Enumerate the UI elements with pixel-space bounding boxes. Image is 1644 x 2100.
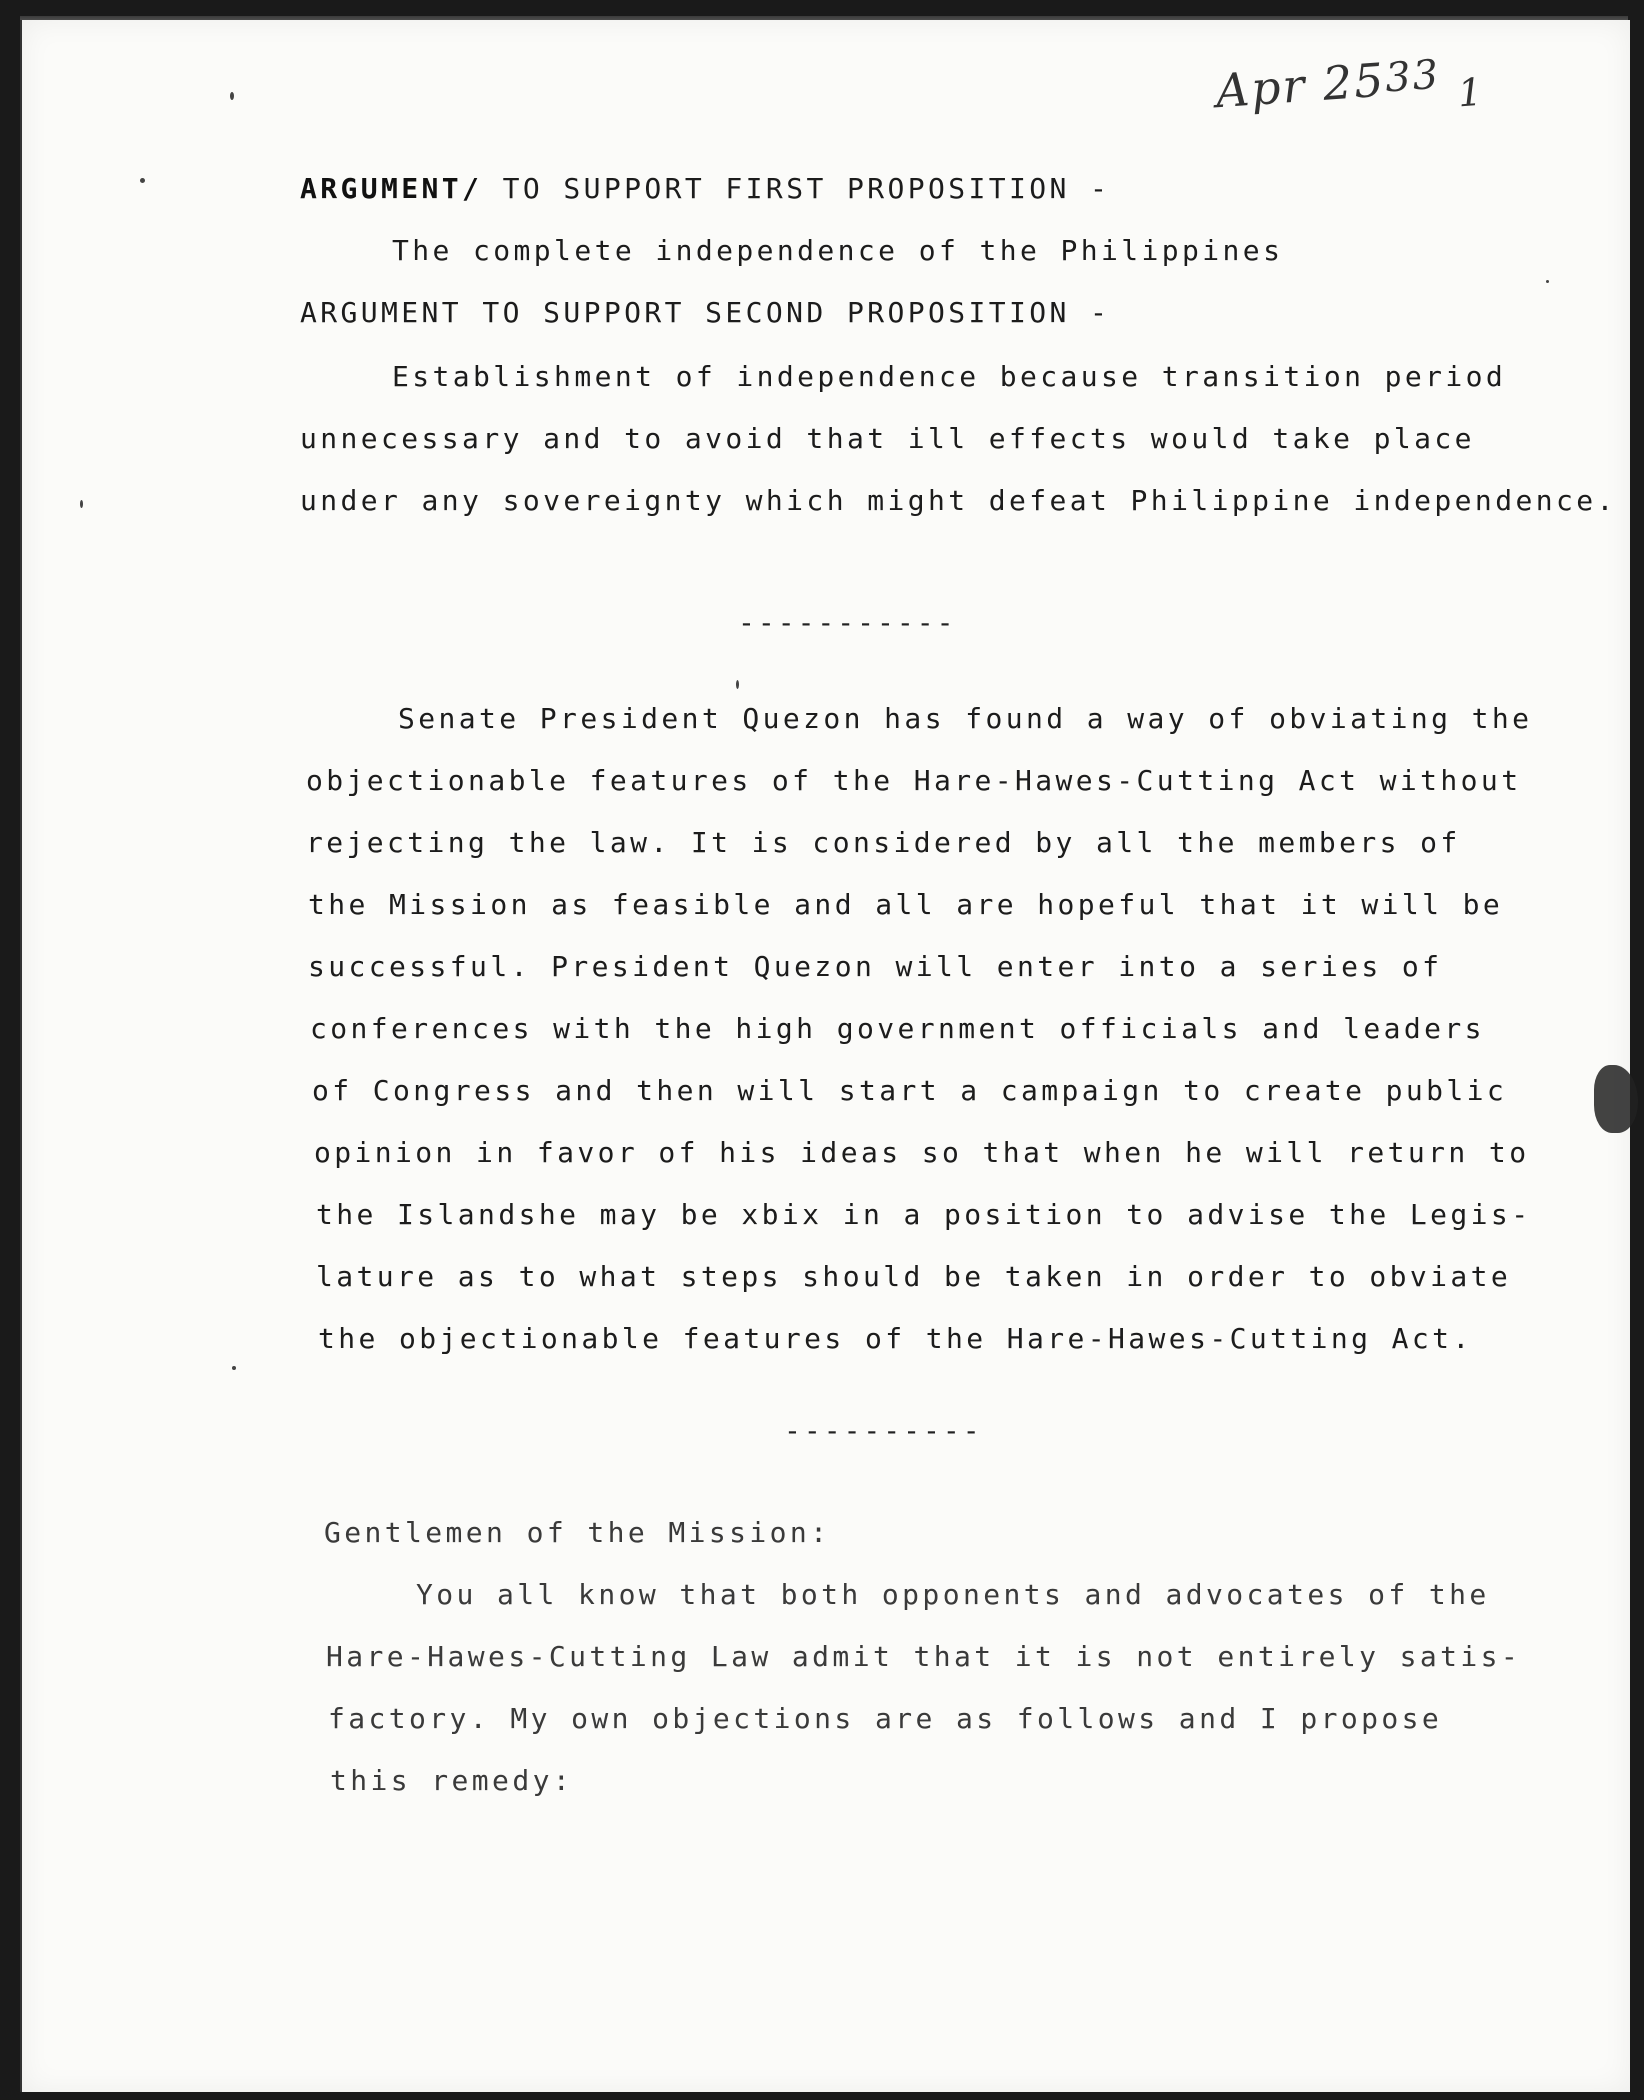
body-paragraph-line: the Islandshe may be xbix in a position to advise the Legis- bbox=[316, 1198, 1532, 1231]
body-paragraph-line: lature as to what steps should be taken in order to obviate bbox=[316, 1260, 1512, 1293]
body-paragraph-line: Senate President Quezon has found a way of obviating the bbox=[398, 702, 1533, 735]
body-paragraph-line: opinion in favor of his ideas so that when he will return to bbox=[314, 1136, 1530, 1169]
body-paragraph-line: conferences with the high government officials and leaders bbox=[310, 1012, 1485, 1045]
document-page bbox=[20, 20, 1630, 2092]
body-paragraph-line: successful. President Quezon will enter into a series of bbox=[308, 950, 1443, 983]
letter-paragraph-line: You all know that both opponents and advocates of the bbox=[416, 1578, 1490, 1611]
handwritten-date-year: 33 bbox=[1384, 51, 1443, 102]
scan-speck bbox=[736, 680, 739, 689]
argument-first-heading bbox=[300, 172, 1110, 205]
ink-blot bbox=[1594, 1065, 1638, 1133]
body-paragraph-line: the objectionable features of the Hare-Hawes-Cutting Act. bbox=[318, 1322, 1473, 1355]
handwritten-date-main: Apr 25 bbox=[1214, 52, 1388, 119]
first-proposition-text: The complete independence of the Philippines bbox=[392, 234, 1284, 267]
argument-first-heading-rest: TO SUPPORT FIRST PROPOSITION - bbox=[482, 172, 1111, 205]
body-paragraph-line: of Congress and then will start a campaign to create public bbox=[312, 1074, 1508, 1107]
argument-first-heading-bold: ARGUMENT/ bbox=[300, 172, 483, 205]
handwritten-page-number: 1 bbox=[1456, 69, 1487, 116]
section-separator: ---------- bbox=[784, 1414, 983, 1447]
scan-speck bbox=[232, 1366, 236, 1370]
body-paragraph-line: objectionable features of the Hare-Hawes-Cutting Act without bbox=[306, 764, 1522, 797]
argument-second-heading: ARGUMENT TO SUPPORT SECOND PROPOSITION - bbox=[300, 296, 1111, 329]
letter-paragraph-line: this remedy: bbox=[330, 1764, 574, 1797]
scan-speck bbox=[230, 92, 234, 100]
second-proposition-line: Establishment of independence because transition period bbox=[392, 360, 1507, 393]
letter-paragraph-line: factory. My own objections are as follows and I propose bbox=[328, 1702, 1443, 1735]
scan-speck bbox=[1546, 280, 1549, 283]
second-proposition-line: unnecessary and to avoid that ill effects would take place bbox=[300, 422, 1475, 455]
scan-speck bbox=[80, 500, 83, 508]
second-proposition-line: under any sovereignty which might defeat Philippine independence. bbox=[300, 484, 1617, 517]
letter-salutation: Gentlemen of the Mission: bbox=[324, 1516, 831, 1549]
body-paragraph-line: the Mission as feasible and all are hopeful that it will be bbox=[308, 888, 1504, 921]
section-separator: ----------- bbox=[738, 606, 957, 639]
letter-paragraph-line: Hare-Hawes-Cutting Law admit that it is not entirely satis- bbox=[326, 1640, 1522, 1673]
body-paragraph-line: rejecting the law. It is considered by all the members of bbox=[306, 826, 1461, 859]
scan-speck bbox=[140, 178, 145, 183]
